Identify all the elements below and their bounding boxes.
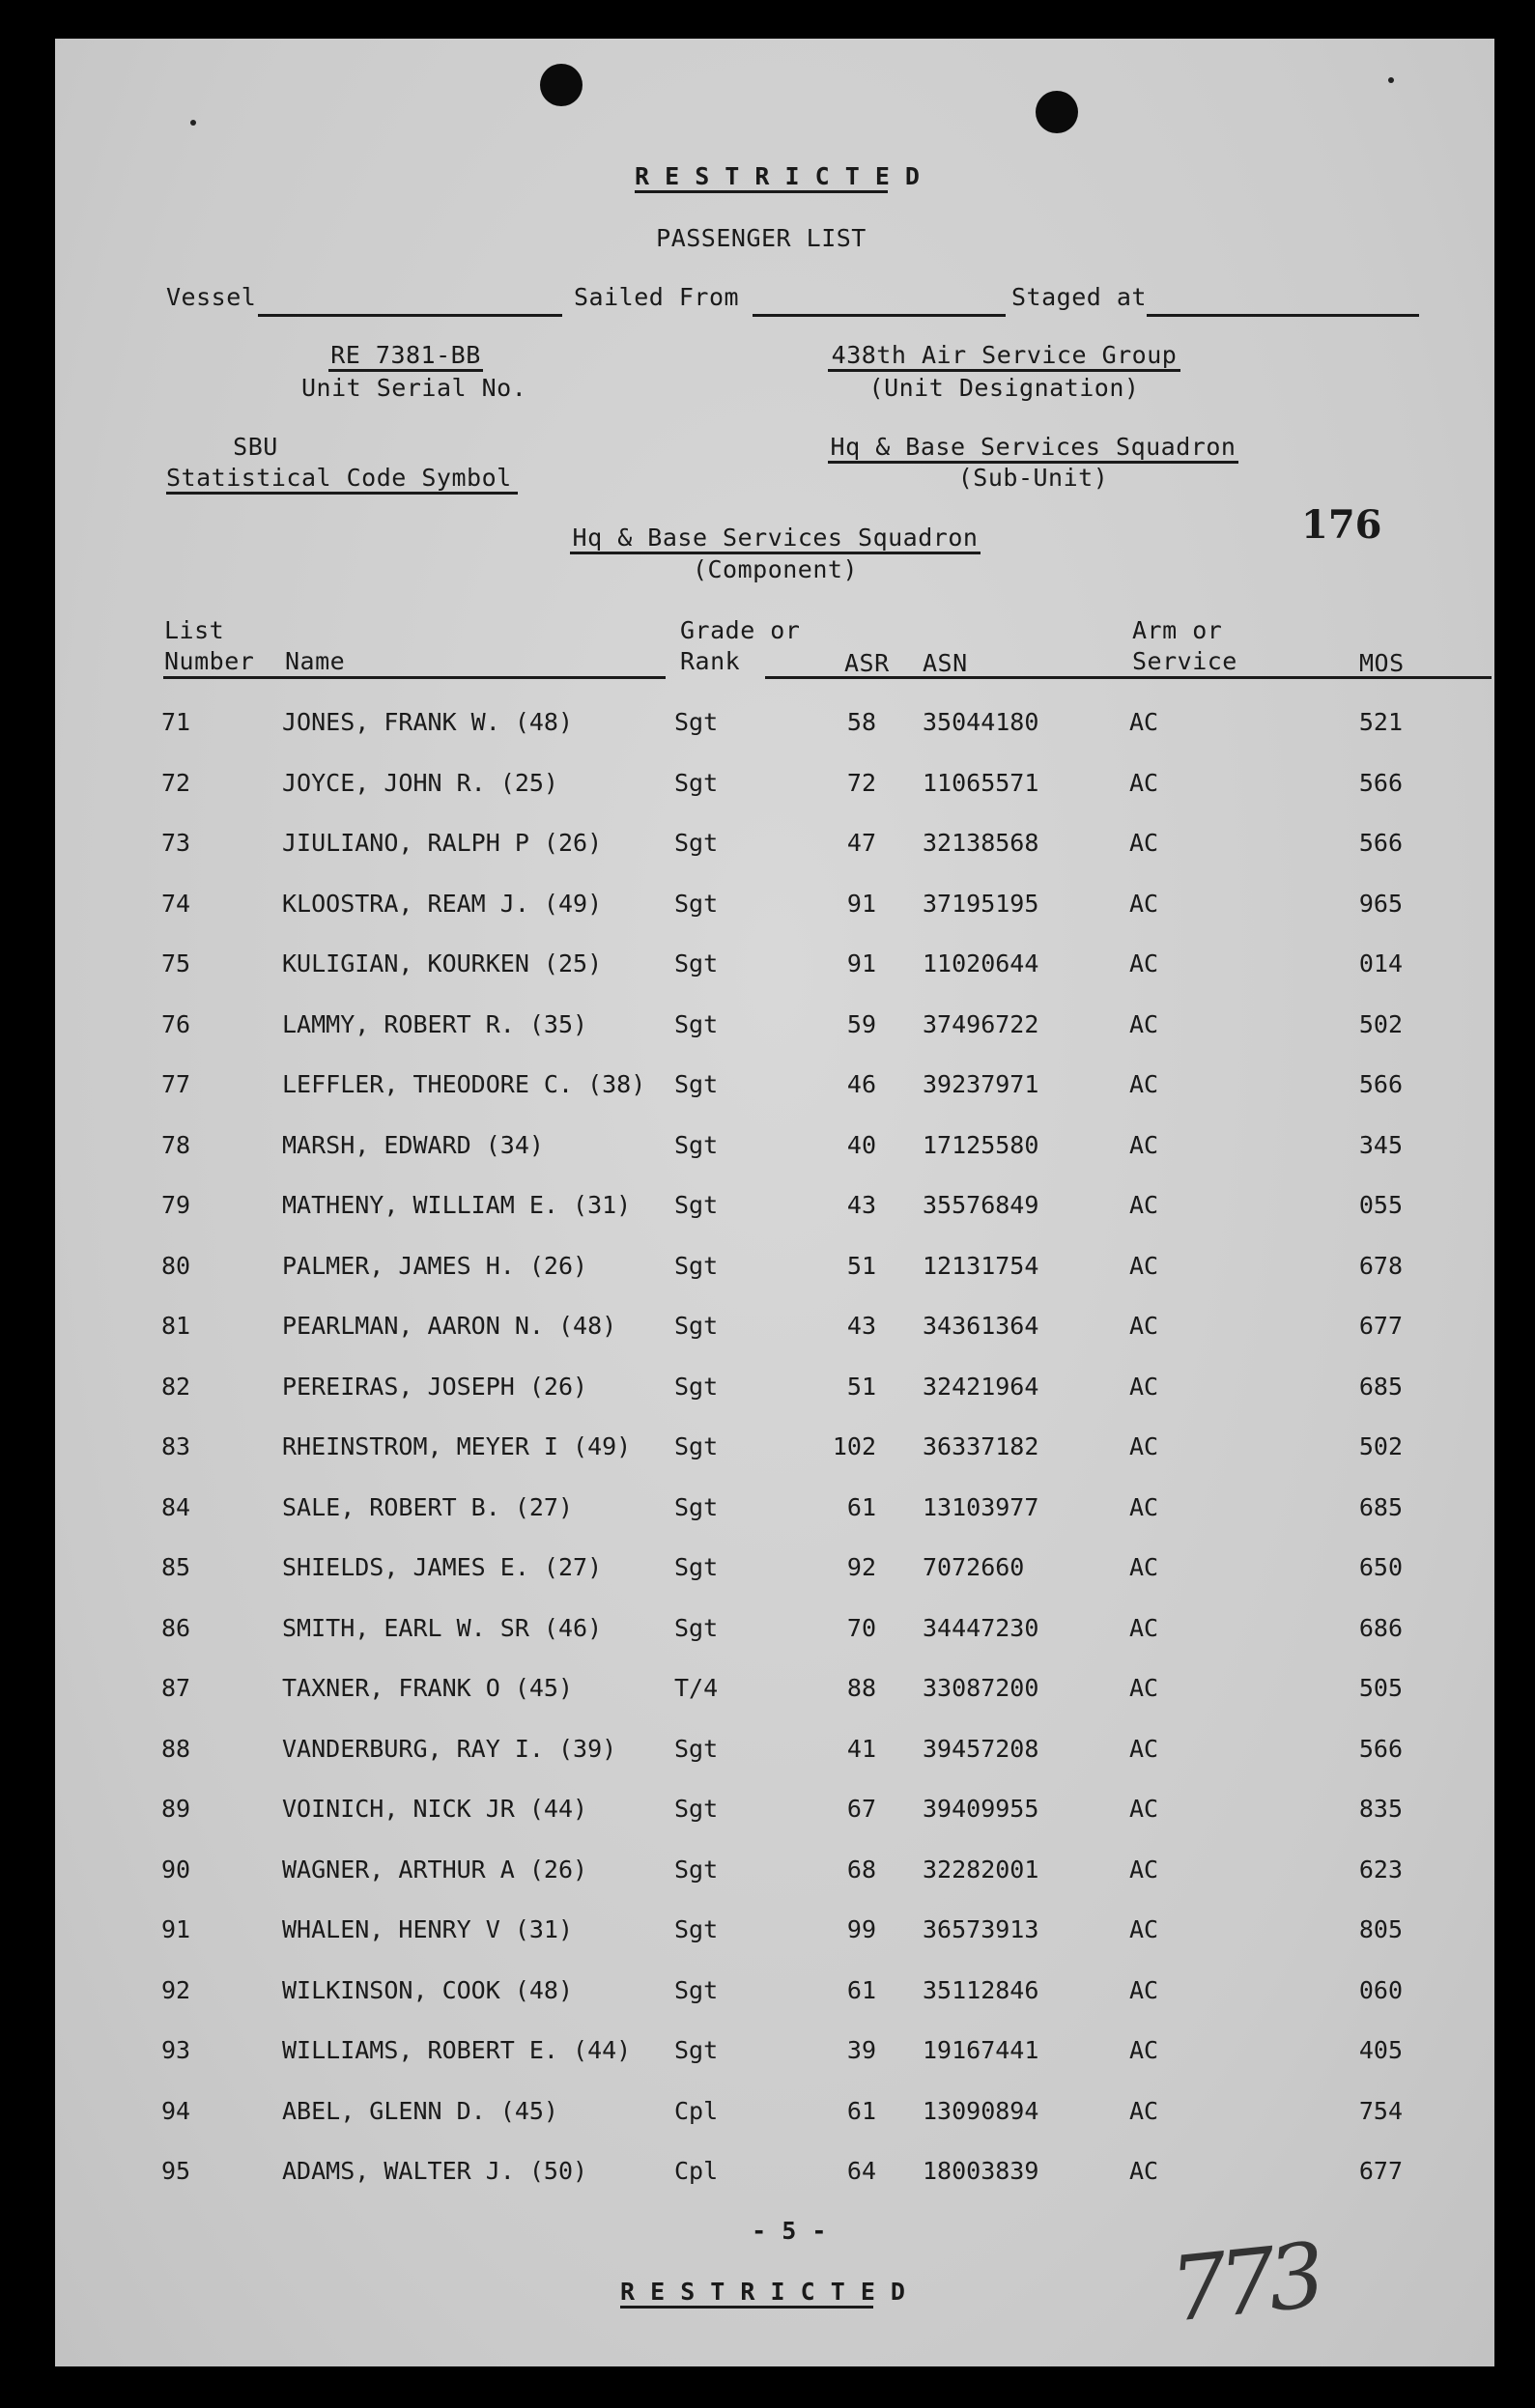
row-name: SHIELDS, JAMES E. (27)	[282, 1553, 603, 1581]
unit-designation-value: 438th Air Service Group	[828, 341, 1180, 372]
row-arm: AC	[1129, 1009, 1159, 1038]
row-arm: AC	[1129, 829, 1159, 857]
row-number: 90	[161, 1855, 191, 1884]
row-grade: Sgt	[674, 1855, 719, 1884]
row-asn: 33087200	[923, 1674, 1039, 1702]
row-number: 87	[161, 1674, 191, 1702]
row-arm: AC	[1129, 1070, 1159, 1098]
row-grade: Sgt	[674, 1191, 719, 1219]
row-asn: 13090894	[923, 2096, 1039, 2125]
row-asr: 72	[846, 768, 876, 797]
row-asn: 34361364	[923, 1312, 1039, 1340]
row-grade: Sgt	[674, 1070, 719, 1098]
row-asn: 35112846	[923, 1975, 1039, 2004]
row-number: 76	[161, 1009, 191, 1038]
row-mos: 965	[1358, 889, 1403, 918]
restricted-top: R E S T R I C T E D	[635, 162, 888, 193]
table-row	[55, 1252, 1494, 1290]
row-mos: 678	[1358, 1251, 1403, 1280]
row-asn: 11065571	[923, 768, 1039, 797]
row-name: JOYCE, JOHN R. (25)	[282, 768, 558, 797]
col-asn: ASN	[923, 649, 968, 677]
punch-hole-left	[540, 64, 583, 106]
row-name: VOINICH, NICK JR (44)	[282, 1795, 588, 1823]
table-row	[55, 1674, 1494, 1713]
row-mos: 505	[1358, 1674, 1403, 1702]
row-name: RHEINSTROM, MEYER I (49)	[282, 1432, 632, 1460]
row-mos: 566	[1358, 829, 1403, 857]
row-number: 81	[161, 1312, 191, 1340]
row-number: 72	[161, 768, 191, 797]
page-number: - 5 -	[752, 2217, 827, 2245]
table-row	[55, 1191, 1494, 1230]
row-number: 91	[161, 1915, 191, 1943]
row-number: 78	[161, 1130, 191, 1159]
row-asr: 47	[846, 829, 876, 857]
row-name: WILKINSON, COOK (48)	[282, 1975, 574, 2004]
speck	[1388, 77, 1394, 83]
row-arm: AC	[1129, 949, 1159, 977]
row-asn: 36337182	[923, 1432, 1039, 1460]
document-title: PASSENGER LIST	[656, 224, 867, 252]
table-row	[55, 1915, 1494, 1954]
row-grade: Sgt	[674, 1613, 719, 1642]
row-asr: 43	[846, 1312, 876, 1340]
row-arm: AC	[1129, 1915, 1159, 1943]
row-asn: 11020644	[923, 949, 1039, 977]
table-row	[55, 1131, 1494, 1170]
row-arm: AC	[1129, 1191, 1159, 1219]
row-number: 79	[161, 1191, 191, 1219]
col-arm-2: Service	[1132, 647, 1237, 675]
row-name: KULIGIAN, KOURKEN (25)	[282, 949, 603, 977]
table-row	[55, 949, 1494, 988]
row-grade: Sgt	[674, 1312, 719, 1340]
row-mos: 502	[1358, 1009, 1403, 1038]
row-asn: 32421964	[923, 1372, 1039, 1401]
row-number: 94	[161, 2096, 191, 2125]
row-mos: 754	[1358, 2096, 1403, 2125]
sailed-from-label: Sailed From	[574, 283, 740, 311]
row-asr: 91	[846, 889, 876, 918]
row-asr: 58	[846, 708, 876, 736]
row-asn: 12131754	[923, 1251, 1039, 1280]
row-asr: 92	[846, 1553, 876, 1581]
table-row	[55, 2097, 1494, 2136]
row-mos: 521	[1358, 708, 1403, 736]
row-asr: 88	[846, 1674, 876, 1702]
row-mos: 685	[1358, 1492, 1403, 1521]
row-grade: Sgt	[674, 1130, 719, 1159]
row-mos: 566	[1358, 1070, 1403, 1098]
row-grade: Sgt	[674, 889, 719, 918]
row-asr: 61	[846, 1492, 876, 1521]
row-asr: 39	[846, 2036, 876, 2064]
row-mos: 566	[1358, 768, 1403, 797]
sub-unit-value: Hq & Base Services Squadron	[828, 433, 1238, 464]
row-asn: 13103977	[923, 1492, 1039, 1521]
row-asr: 43	[846, 1191, 876, 1219]
row-asr: 102	[832, 1432, 876, 1460]
unit-designation-label: (Unit Designation)	[868, 374, 1140, 402]
row-asr: 67	[846, 1795, 876, 1823]
table-row	[55, 1735, 1494, 1773]
row-asr: 51	[846, 1251, 876, 1280]
row-asn: 34447230	[923, 1613, 1039, 1642]
row-mos: 055	[1358, 1191, 1403, 1219]
table-row	[55, 769, 1494, 807]
page-stamp-number: 176	[1301, 502, 1382, 548]
vessel-label: Vessel	[166, 283, 257, 311]
row-asn: 32282001	[923, 1855, 1039, 1884]
header-rule-2	[765, 676, 1492, 679]
row-asn: 36573913	[923, 1915, 1039, 1943]
table-row	[55, 1493, 1494, 1532]
row-mos: 677	[1358, 2157, 1403, 2185]
row-number: 86	[161, 1613, 191, 1642]
row-name: WILLIAMS, ROBERT E. (44)	[282, 2036, 632, 2064]
table-row	[55, 1795, 1494, 1833]
row-grade: T/4	[674, 1674, 719, 1702]
row-asr: 91	[846, 949, 876, 977]
row-arm: AC	[1129, 2096, 1159, 2125]
row-asn: 35044180	[923, 708, 1039, 736]
table-row	[55, 2157, 1494, 2196]
table-row	[55, 1553, 1494, 1592]
sailed-from-blank	[753, 314, 1006, 317]
row-name: SMITH, EARL W. SR (46)	[282, 1613, 603, 1642]
row-grade: Sgt	[674, 1975, 719, 2004]
row-number: 88	[161, 1734, 191, 1763]
row-arm: AC	[1129, 2036, 1159, 2064]
row-arm: AC	[1129, 1855, 1159, 1884]
row-name: JIULIANO, RALPH P (26)	[282, 829, 603, 857]
row-name: LEFFLER, THEODORE C. (38)	[282, 1070, 646, 1098]
row-asr: 70	[846, 1613, 876, 1642]
row-number: 71	[161, 708, 191, 736]
restricted-bottom: R E S T R I C T E D	[620, 2278, 873, 2309]
row-name: MATHENY, WILLIAM E. (31)	[282, 1191, 632, 1219]
row-grade: Sgt	[674, 768, 719, 797]
row-mos: 686	[1358, 1613, 1403, 1642]
row-asn: 39237971	[923, 1070, 1039, 1098]
row-mos: 405	[1358, 2036, 1403, 2064]
row-number: 84	[161, 1492, 191, 1521]
row-name: PEARLMAN, AARON N. (48)	[282, 1312, 617, 1340]
row-name: TAXNER, FRANK O (45)	[282, 1674, 574, 1702]
staged-at-blank	[1147, 314, 1419, 317]
row-arm: AC	[1129, 768, 1159, 797]
row-mos: 677	[1358, 1312, 1403, 1340]
row-name: WHALEN, HENRY V (31)	[282, 1915, 574, 1943]
row-grade: Cpl	[674, 2096, 719, 2125]
row-number: 85	[161, 1553, 191, 1581]
row-grade: Sgt	[674, 829, 719, 857]
row-name: WAGNER, ARTHUR A (26)	[282, 1855, 588, 1884]
staged-at-label: Staged at	[1011, 283, 1147, 311]
stat-code-label: Statistical Code Symbol	[166, 464, 518, 495]
row-grade: Sgt	[674, 708, 719, 736]
row-grade: Cpl	[674, 2157, 719, 2185]
row-asr: 40	[846, 1130, 876, 1159]
row-arm: AC	[1129, 1553, 1159, 1581]
row-asr: 61	[846, 2096, 876, 2125]
row-grade: Sgt	[674, 1553, 719, 1581]
table-row	[55, 1856, 1494, 1894]
row-name: LAMMY, ROBERT R. (35)	[282, 1009, 588, 1038]
row-mos: 835	[1358, 1795, 1403, 1823]
row-mos: 014	[1358, 949, 1403, 977]
row-arm: AC	[1129, 889, 1159, 918]
row-grade: Sgt	[674, 949, 719, 977]
row-name: ADAMS, WALTER J. (50)	[282, 2157, 588, 2185]
unit-serial-value: RE 7381-BB	[328, 341, 483, 372]
row-mos: 502	[1358, 1432, 1403, 1460]
row-asn: 39457208	[923, 1734, 1039, 1763]
row-asr: 99	[846, 1915, 876, 1943]
table-row	[55, 708, 1494, 747]
row-mos: 566	[1358, 1734, 1403, 1763]
unit-serial-label: Unit Serial No.	[301, 374, 527, 402]
row-name: ABEL, GLENN D. (45)	[282, 2096, 558, 2125]
row-number: 77	[161, 1070, 191, 1098]
row-mos: 345	[1358, 1130, 1403, 1159]
document-page	[55, 39, 1494, 2366]
row-arm: AC	[1129, 1674, 1159, 1702]
row-arm: AC	[1129, 1312, 1159, 1340]
speck	[190, 120, 196, 126]
header-rule-1	[163, 676, 666, 679]
table-row	[55, 2036, 1494, 2075]
row-number: 92	[161, 1975, 191, 2004]
row-grade: Sgt	[674, 1009, 719, 1038]
col-asr: ASR	[844, 649, 890, 677]
handwritten-number: 773	[1165, 2224, 1322, 2342]
row-name: VANDERBURG, RAY I. (39)	[282, 1734, 617, 1763]
sub-unit-label: (Sub-Unit)	[957, 464, 1109, 492]
row-asn: 32138568	[923, 829, 1039, 857]
row-arm: AC	[1129, 1130, 1159, 1159]
row-asr: 41	[846, 1734, 876, 1763]
row-asn: 39409955	[923, 1795, 1039, 1823]
row-arm: AC	[1129, 1492, 1159, 1521]
table-row	[55, 829, 1494, 867]
table-row	[55, 1432, 1494, 1471]
row-grade: Sgt	[674, 1432, 719, 1460]
row-arm: AC	[1129, 2157, 1159, 2185]
row-grade: Sgt	[674, 1251, 719, 1280]
row-grade: Sgt	[674, 1372, 719, 1401]
col-grade-2: Rank	[680, 647, 741, 675]
row-asn: 19167441	[923, 2036, 1039, 2064]
row-number: 82	[161, 1372, 191, 1401]
row-number: 95	[161, 2157, 191, 2185]
table-row	[55, 890, 1494, 928]
table-row	[55, 1976, 1494, 2015]
row-number: 89	[161, 1795, 191, 1823]
row-number: 93	[161, 2036, 191, 2064]
row-name: JONES, FRANK W. (48)	[282, 708, 574, 736]
punch-hole-right	[1036, 91, 1078, 133]
table-row	[55, 1373, 1494, 1411]
component-label: (Component)	[692, 555, 859, 583]
row-asn: 18003839	[923, 2157, 1039, 2185]
vessel-blank	[258, 314, 562, 317]
row-mos: 685	[1358, 1372, 1403, 1401]
col-mos: MOS	[1359, 649, 1405, 677]
row-grade: Sgt	[674, 1795, 719, 1823]
row-mos: 623	[1358, 1855, 1403, 1884]
row-arm: AC	[1129, 1613, 1159, 1642]
component-value: Hq & Base Services Squadron	[570, 524, 981, 554]
row-grade: Sgt	[674, 2036, 719, 2064]
row-arm: AC	[1129, 1795, 1159, 1823]
col-name: Name	[285, 647, 346, 675]
row-arm: AC	[1129, 1372, 1159, 1401]
row-name: KLOOSTRA, REAM J. (49)	[282, 889, 603, 918]
row-mos: 060	[1358, 1975, 1403, 2004]
row-arm: AC	[1129, 1734, 1159, 1763]
row-asr: 51	[846, 1372, 876, 1401]
table-row	[55, 1312, 1494, 1350]
row-name: MARSH, EDWARD (34)	[282, 1130, 544, 1159]
row-arm: AC	[1129, 1975, 1159, 2004]
col-list-number-2: Number	[164, 647, 255, 675]
row-asr: 68	[846, 1855, 876, 1884]
row-asr: 64	[846, 2157, 876, 2185]
row-grade: Sgt	[674, 1492, 719, 1521]
row-name: SALE, ROBERT B. (27)	[282, 1492, 574, 1521]
row-number: 83	[161, 1432, 191, 1460]
row-asn: 17125580	[923, 1130, 1039, 1159]
row-number: 73	[161, 829, 191, 857]
row-asr: 59	[846, 1009, 876, 1038]
table-row	[55, 1010, 1494, 1049]
row-asn: 7072660	[923, 1553, 1025, 1581]
table-row	[55, 1614, 1494, 1653]
row-asn: 37496722	[923, 1009, 1039, 1038]
row-number: 75	[161, 949, 191, 977]
col-grade-1: Grade or	[680, 616, 801, 644]
row-arm: AC	[1129, 1251, 1159, 1280]
row-mos: 650	[1358, 1553, 1403, 1581]
row-arm: AC	[1129, 1432, 1159, 1460]
row-grade: Sgt	[674, 1915, 719, 1943]
col-list-number-1: List	[164, 616, 225, 644]
row-asn: 35576849	[923, 1191, 1039, 1219]
row-name: PEREIRAS, JOSEPH (26)	[282, 1372, 588, 1401]
row-name: PALMER, JAMES H. (26)	[282, 1251, 588, 1280]
table-row	[55, 1070, 1494, 1109]
row-asr: 61	[846, 1975, 876, 2004]
col-arm-1: Arm or	[1132, 616, 1223, 644]
row-mos: 805	[1358, 1915, 1403, 1943]
row-arm: AC	[1129, 708, 1159, 736]
row-asn: 37195195	[923, 889, 1039, 918]
stat-code-value: SBU	[233, 433, 278, 461]
row-number: 80	[161, 1251, 191, 1280]
row-asr: 46	[846, 1070, 876, 1098]
row-grade: Sgt	[674, 1734, 719, 1763]
row-number: 74	[161, 889, 191, 918]
